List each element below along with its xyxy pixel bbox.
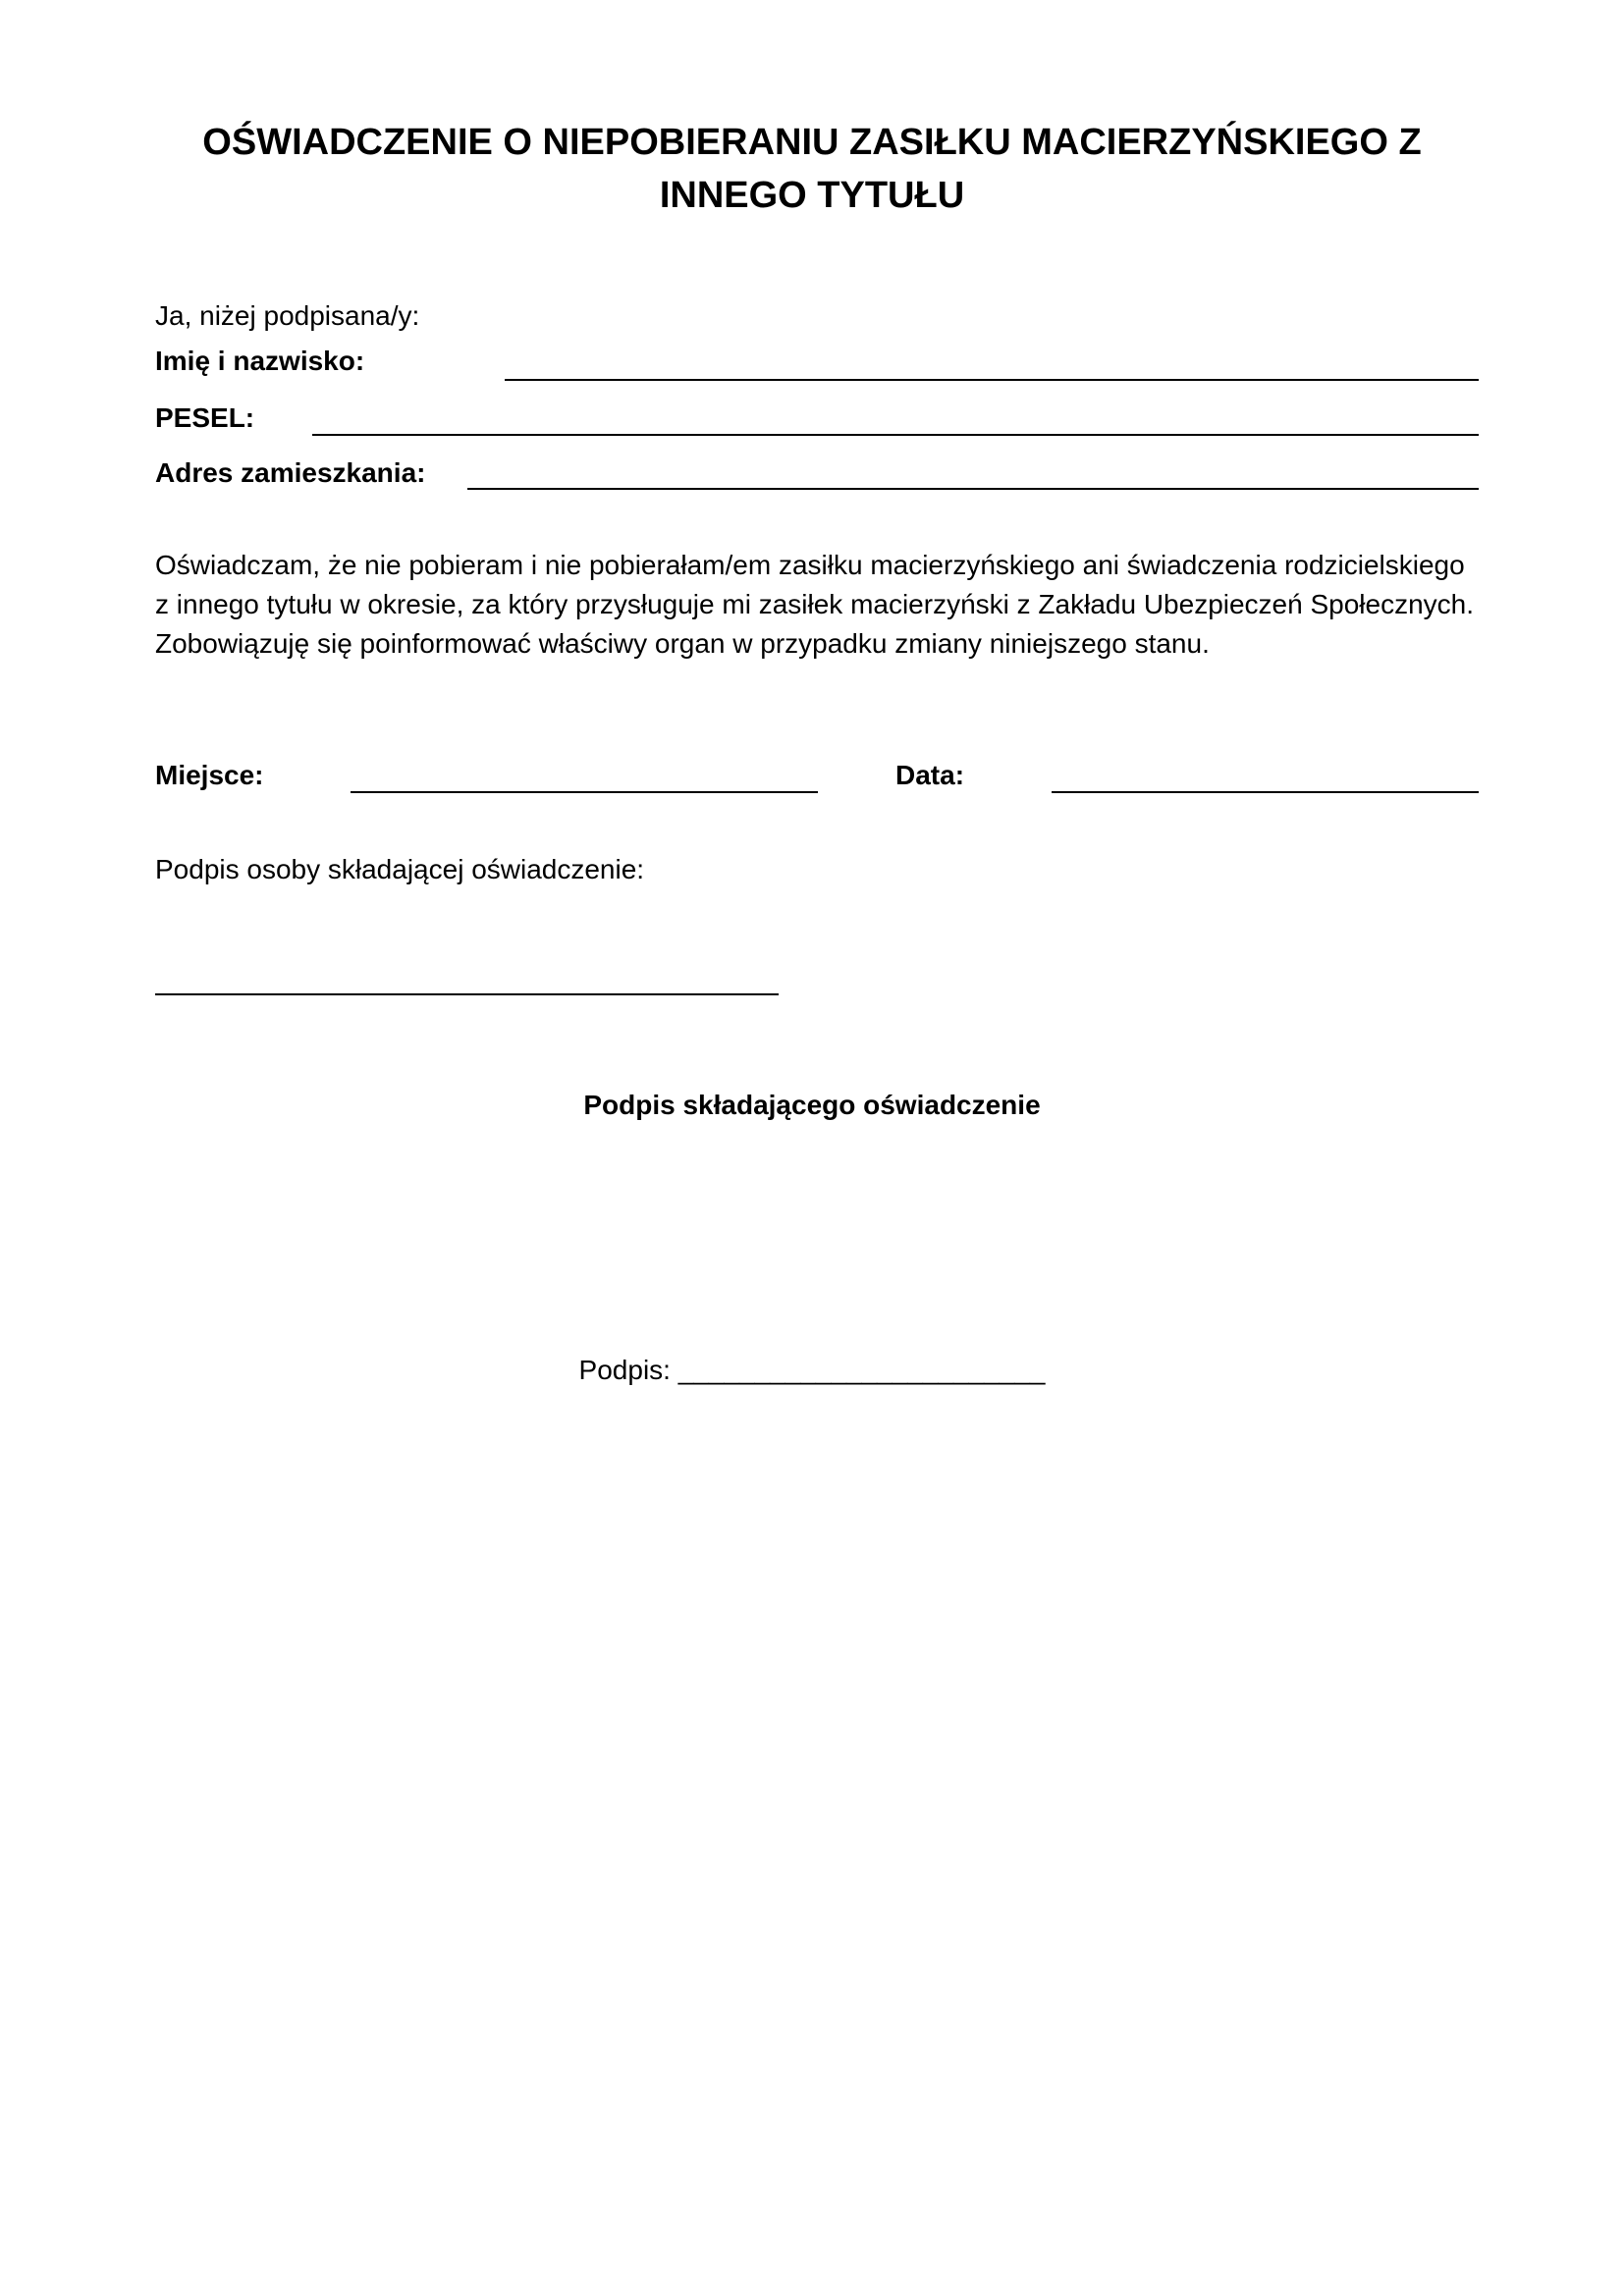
- place-label: Miejsce:: [155, 760, 264, 790]
- address-label: Adres zamieszkania:: [155, 457, 426, 488]
- name-field-line[interactable]: [505, 379, 1479, 381]
- name-label: Imię i nazwisko:: [155, 346, 365, 376]
- date-field-line[interactable]: [1052, 791, 1479, 793]
- signature-caption: Podpis składającego oświadczenie: [583, 1090, 1041, 1120]
- address-field-line[interactable]: [467, 488, 1479, 490]
- statement-line-2: z innego tytułu w okresie, za który przysługuje mi zasiłek macierzyński z Zakładu Ubezpieczeń Społecznych.: [155, 589, 1475, 619]
- signature-prompt: Podpis osoby składającej oświadczenie:: [155, 854, 645, 884]
- statement-line-3: Zobowiązuję się poinformować właściwy organ w przypadku zmiany niniejszego stanu.: [155, 628, 1210, 659]
- pesel-label: PESEL:: [155, 402, 255, 433]
- title-line-1: OŚWIADCZENIE O NIEPOBIERANIU ZASIŁKU MACIERZYŃSKIEGO Z: [202, 122, 1422, 163]
- title-line-2: INNEGO TYTUŁU: [659, 175, 965, 216]
- statement-line-1: Oświadczam, że nie pobieram i nie pobierałam/em zasiłku macierzyńskiego ani świadczenia rodzicielskiego: [155, 550, 1465, 580]
- document-title: [118, 116, 1506, 222]
- signature-footer: Podpis: ________________________: [578, 1355, 1046, 1385]
- signature-line[interactable]: [155, 993, 779, 995]
- date-label: Data:: [895, 760, 965, 790]
- pesel-field-line[interactable]: [312, 434, 1479, 436]
- place-field-line[interactable]: [351, 791, 818, 793]
- statement-paragraph: [155, 546, 1490, 664]
- intro-text: Ja, niżej podpisana/y:: [155, 300, 420, 331]
